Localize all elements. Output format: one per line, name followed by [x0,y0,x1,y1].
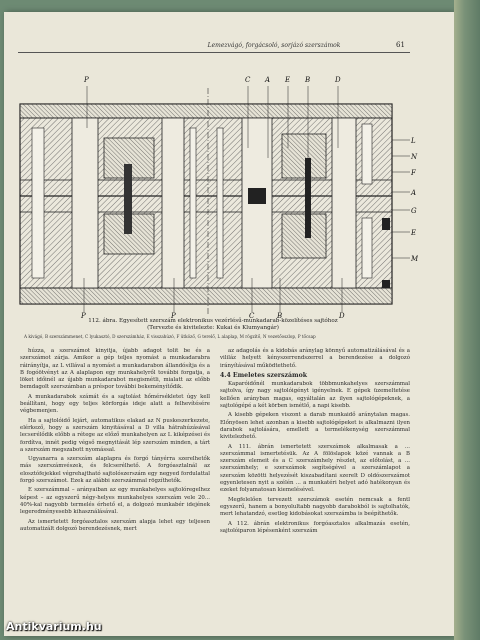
callout-top: B [305,76,311,84]
running-head: Lemezvágó, forgácsoló, sorjázó szerszámok [207,42,341,49]
callout-top: C [245,76,251,84]
caption-title: 112. ábra. Egyesített szerszám elektronikus vezérlésű-munkadarab-közelítéses sajtóhoz [88,318,338,324]
callout-bottom: P [171,312,176,318]
background-edge [454,0,480,640]
paragraph: Kaparóidőnél munkadarabok többmunkahelyes szerszámmal sajtolva, így nagy sajtolóigényt igényelnek. E gépek üzemeltetése kellően arányban magas, egyáltalán az ilyen sajtológépeknek, a sajtológépé a két körben ismétlő, a napi kisebb. [220,381,410,410]
callout-top: A [265,76,271,84]
callout-top: D [335,76,341,84]
paragraph: Ugyanarra a szerszám alaplapra és forgó tányérra szerelhetők más szerszámvészek, és felcserélhető. A forgóasztalnál az elosztófejekkel végrehajtható sajtolószerszám egy negyed fordulattal forgó szerszámot. Ezek az alábbi szerszámmal rögzíthetők. [20,456,210,485]
paragraph: Megfelelően tervezett szerszámok esetén nemcsak a fentl egyszerű, hanem a bonyolultabb nagyobb darabokból is sajtolhatók, mert lehatandzó, esetleg kidobásokat szerszámba is beépíthetők. [220,496,410,518]
text-column-right [220,348,410,537]
callout-right: E [411,229,417,237]
caption-credit: (Tervezte és kivitelezte: Kukai és Klumyangár) [147,325,279,331]
callout-right: N [411,153,418,161]
header-rule [18,52,410,53]
paragraph: A 111. ábrán ismertetett szerszámok alkalmasak a ... szerszámmal ismertetésük. Az A fölöslapok közé vannak a B szerszám elemeit és a C szerszámhely részlet, az előtolást, a ... szerszámhely; e szerszámok segítségével a szerszámlapot a szerszám közötti helyezését kiszabadítani szerelt D oldószerszámot egyenletesen nyit a szélén ... a munkatéri helyet adó hatékonyan és ezeket folyamatosan kiemelésével. [220,443,410,494]
callout-right: M [411,255,418,263]
section-title: 4.4 Emeletes szerszámok [220,371,307,379]
callout-bottom: D [339,312,345,318]
callout-top: P [84,76,89,84]
callout-bottom: B [277,312,283,318]
figure-legend: A kivágó, B szerszámmenet, C lyukasztó, D szerszámház, E visszahúzó, F ütköző, G terelő, L alaplap, M rögzítő, N vezetőoszlop, P tőcsap [24,334,316,339]
paragraph: Ha a sajtolóidő lejárt, automatikus elakad az N puskeszerkezete, elérkező, hogy a szerszám kinyitásával a D villa hátrahúzásával lecserélődik előbb a rétege az előző munkahelyen az L kiképzései és fordítva, innét pedig végső megnyitását lép szerszám minden, a tárt a szerszám megszabott nyomással. [20,417,210,453]
page-number: 61 [396,41,405,49]
paragraph: húzza, a szerszámot kinyitja, újabb adagot tolit be és a szerszámot zárja. Amikor a gép teljes nyomást a munkadarabra ráirányítja, az L villával a nyomást a munkadarabon állandósítja és a B fogóötvényt az A alaplapon egy munkahelyről további forgatja, a löket időinél az újabb munkadarabot megismétli, mialatt az előbb bemdagolt szerszámban a préspor további bekeményítődik. [20,348,210,391]
paragraph: az adagolás és a kidobás aránylag könnyű automatizálásával és a vililáz helyett kényszerrendszerrel a berendezése a dolgozó irányításával működtethető. [220,348,410,369]
callout-right: G [411,207,417,215]
paragraph: Az ismertetett forgóasztalos szerszám alapja lehet egy teljesen automatizált dolgozó berendezésnek, mert [20,518,210,532]
callout-bottom: P [81,312,86,318]
technical-drawing [12,68,418,318]
text-column-left [20,348,210,535]
paragraph: A munkadarabok számát és a sajtolást hőmérsékletet úgy kell beállítani, hogy egy teljes körforgás ideje alatt a felhevítésére végbemenjen. [20,393,210,415]
watermark: Antikvarium.hu [6,620,102,633]
paragraph: A kisebb gépeken viszont a darab munkaidő aránytalan magas. Előnyösen lehet azonban a kisebb sajtológépeket is alkalmazni ilyen darabok sajtolására, emellett a termelékenység szerszámmal kivitelezhető. [220,412,410,441]
mold-cross-section [12,68,418,318]
callout-bottom: C [249,312,255,318]
callout-top: E [285,76,291,84]
paragraph: E szerszámmal – arányaiban az egy munkahelyes sajtolóregelhez képest – az egyszerű négy-helyes munkahelyes szerszám vele 20... 40%-kal nagyobb termelés érhető el, a dolgozó munkabér idejének legeredményesebb kihasználásával. [20,487,210,516]
callout-right: L [411,137,416,145]
book-page [4,12,454,636]
figure-caption [58,318,368,332]
callout-right: F [411,169,416,177]
callout-right: A [411,189,417,197]
paragraph: A 112. ábrán elektronikus forgóasztalos alkalmazás esetén, sajtolóiparon lépésenként szerszám [220,520,410,534]
